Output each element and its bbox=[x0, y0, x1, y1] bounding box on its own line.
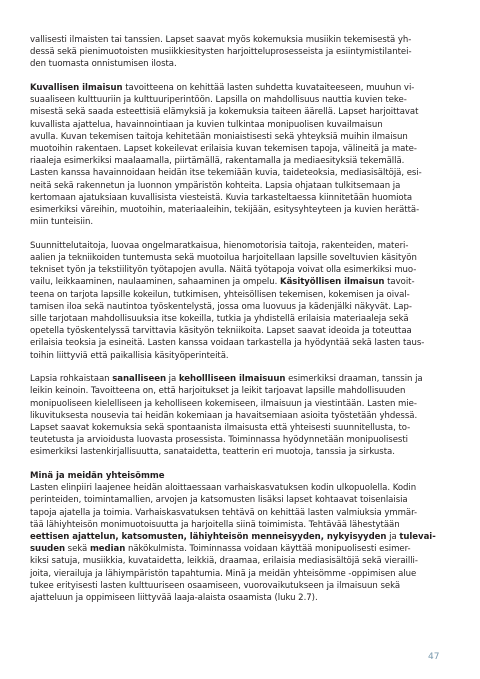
text-run: Lapsia rohkaistaan bbox=[30, 374, 113, 385]
text-line bbox=[30, 494, 450, 506]
text-run: tamisen iloa sekä nautintoa työskentelystä, jossa oma luovuus ja kädenjälki näkyvät. Lap- bbox=[30, 301, 412, 312]
text-line bbox=[30, 240, 450, 252]
text-line bbox=[30, 106, 450, 118]
text-run: tavoit- bbox=[384, 277, 415, 288]
text-line bbox=[30, 180, 450, 192]
text-run: joita, vierailuja ja lähiympäristön tapahtumia. Minä ja meidän yhteisömme -oppimisen alue bbox=[30, 568, 417, 579]
text-run: Lapset saavat kokemuksia sekä spontaanista ilmaisusta että yhteisesti suunnitellusta, to- bbox=[30, 422, 411, 433]
text-run: erilaisia teoksia ja esineitä. Lasten kanssa voidaan tarkastella ja hyödyntää sekä lasten taus- bbox=[30, 338, 425, 349]
text-run: Lasten elinpiiri laajenee heidän aloittaessaan varhaiskasvatuksen kodin ulkopuolella. Kodin bbox=[30, 483, 417, 494]
text-line bbox=[30, 94, 450, 106]
bold-term: eettisen ajattelun, katsomusten, lähiyhteisön menneisyyden, nykyisyyden bbox=[30, 531, 387, 542]
text-line bbox=[30, 507, 450, 519]
section-heading bbox=[30, 470, 450, 482]
text-run: ja bbox=[386, 531, 400, 542]
text-run: sille tarjotaan mahdollisuuksia itse kokeilla, tutkia ja yhdistellä erilaisia materiaaleja sekä bbox=[30, 313, 409, 324]
text-run: tekniset työn ja tekstiilityön työtapojen avulla. Näitä työtapoja voivat olla esimerkiksi muo- bbox=[30, 265, 417, 276]
text-run: opetella työskentelyssä tarvittavia käsityön tekniikoita. Lapset saavat ideoida ja toteuttaa bbox=[30, 326, 412, 337]
text-line bbox=[30, 385, 450, 397]
text-line bbox=[30, 337, 450, 349]
text-line bbox=[30, 531, 450, 543]
bold-term: kehollliseen ilmaisuun bbox=[178, 374, 286, 385]
text-run: suaaliseen kulttuuriin ja kulttuuriperintöön. Lapsilla on mahdollisuus nauttia kuvien teke- bbox=[30, 95, 407, 106]
text-run: kertomaan ajatuksiaan kuvallisista viesteistä. Kuvia tarkasteltaessa kiinnitetään huomiota bbox=[30, 192, 413, 203]
text-line bbox=[30, 580, 450, 592]
text-line bbox=[30, 422, 450, 434]
text-line bbox=[30, 434, 450, 446]
text-run: misestä sekä saada esteettisiä elämyksiä ja kokemuksia taiteen äärellä. Lapset harjoittavat bbox=[30, 107, 419, 118]
text-line bbox=[30, 264, 450, 276]
text-run: muotoihin rakentaen. Lapset kokeilevat erilaisia kuvan tekemisen tapoja, välineitä ja mate- bbox=[30, 144, 417, 154]
paragraph-gap bbox=[30, 362, 450, 374]
text-run: aalien ja tekniikoiden tuntemusta sekä muotoilua harjoitellaan lapsille soveltuvien käsityön bbox=[30, 253, 417, 263]
text-line bbox=[30, 289, 450, 301]
text-run: sekä bbox=[65, 544, 90, 555]
text-line bbox=[30, 119, 450, 131]
text-line bbox=[30, 46, 450, 58]
text-line bbox=[30, 192, 450, 204]
text-line bbox=[30, 58, 450, 70]
text-run: vailu, leikkaaminen, naulaaminen, sahaaminen ja ompelu. bbox=[30, 277, 280, 288]
text-run: vallisesti ilmaisten tai tanssien. Lapset saavat myös kokemuksia musiikin tekemisestä yh- bbox=[30, 35, 412, 45]
text-line bbox=[30, 155, 450, 167]
text-line bbox=[30, 301, 450, 313]
bold-term: Minä ja meidän yhteisömme bbox=[30, 471, 165, 481]
text-run: tukee erityisesti lasten kulttuuriseen osaamiseen, vuorovaikutukseen ja ilmaisuun sekä bbox=[30, 580, 401, 591]
text-run: ajatteluun ja oppimiseen liittyvää laaja-alaista osaamista (luku 2.7). bbox=[30, 592, 318, 603]
text-run: toihin liittyviä että paikallisia käsityöperinteitä. bbox=[30, 350, 229, 361]
text-run: leikin keinoin. Tavoitteena on, että harjoitukset ja leikit tarjoavat lapsille mahdollisuuden bbox=[30, 386, 406, 397]
text-line bbox=[30, 519, 450, 531]
text-line bbox=[30, 482, 450, 494]
text-line bbox=[30, 204, 450, 216]
text-line bbox=[30, 568, 450, 580]
text-line bbox=[30, 276, 450, 288]
text-line bbox=[30, 82, 450, 94]
text-run: likuvituksesta nousevia tai heidän kokemiaan ja havaitsemiaan asioita työstetään yhdessä. bbox=[30, 410, 418, 421]
text-line bbox=[30, 143, 450, 155]
text-line bbox=[30, 446, 450, 458]
text-line bbox=[30, 373, 450, 385]
text-run: neitä sekä rakennetun ja luonnon ympäristön kohteita. Lapsia ohjataan tulkitsemaan ja bbox=[30, 180, 401, 191]
paragraph-gap bbox=[30, 459, 450, 471]
text-run: esimerkiksi väreihin, muotoihin, materiaaleihin, tekijään, esitysyhteyteen ja kuvien herättä- bbox=[30, 204, 420, 215]
text-line bbox=[30, 543, 450, 555]
text-line bbox=[30, 325, 450, 337]
text-line bbox=[30, 34, 450, 46]
bold-term: Kuvallisen ilmaisun bbox=[30, 83, 123, 94]
text-run: näkökulmista. Toiminnassa voidaan käyttää monipuolisesti esimer- bbox=[125, 544, 411, 555]
paragraph-gap bbox=[30, 228, 450, 240]
text-line bbox=[30, 216, 450, 228]
text-run: riaaleja esimerkiksi maalaamalla, piirtämällä, rakentamalla ja mediaesityksiä tekemällä. bbox=[30, 156, 405, 167]
text-run: teutetusta ja arvioidusta luovasta prosessista. Toiminnassa hyödynnetään monipuolisesti bbox=[30, 435, 408, 446]
page-number: 47 bbox=[428, 652, 440, 662]
body-text bbox=[30, 34, 450, 604]
text-line bbox=[30, 592, 450, 604]
text-run: den tuomasta onnistumisen ilosta. bbox=[30, 59, 177, 70]
text-run: monipuoliseen kielelliseen ja keholliseen kokemiseen, ilmaisuun ja viestintään. Lasten mie- bbox=[30, 398, 417, 409]
text-run: esimerkiksi draaman, tanssin ja bbox=[285, 374, 423, 385]
bold-term: Käsityöllisen ilmaisun bbox=[280, 277, 385, 288]
text-run: esimerkiksi lastenkirjallisuutta, sanataidetta, teatterin eri muotoja, tanssia ja sirkusta. bbox=[30, 447, 395, 458]
text-line bbox=[30, 313, 450, 325]
bold-term: median bbox=[89, 544, 126, 555]
bold-term: sanalliseen bbox=[112, 374, 166, 385]
text-run: tapoja ajatella ja toimia. Varhaiskasvatuksen tehtävä on kehittää lasten valmiuksia ymmär- bbox=[30, 507, 418, 518]
text-line bbox=[30, 252, 450, 264]
text-run: kiksi satuja, musiikkia, kuvataidetta, leikkiä, draamaa, erilaisia mediasisältöjä sekä vierailli- bbox=[30, 556, 418, 567]
text-run: ja bbox=[166, 374, 179, 385]
text-run: kuvallista ajattelua, havainnointiaan ja kuvien tulkintaa monipuolisen kuvailmaisun bbox=[30, 119, 383, 130]
bold-term: suuden bbox=[30, 544, 65, 555]
text-line bbox=[30, 167, 450, 179]
text-run: tavoitteena on kehittää lasten suhdetta kuvataiteeseen, muuhun vi- bbox=[122, 83, 415, 94]
text-run: Suunnittelutaitoja, luovaa ongelmaratkaisua, hienomotorisia taitoja, rakenteiden, materi- bbox=[30, 240, 409, 251]
text-run: avulla. Kuvan tekemisen taitoja kehitetään moniaistisesti sekä yhteyksiä muihin ilmaisun bbox=[30, 131, 408, 142]
bold-term: tulevai- bbox=[399, 531, 436, 542]
text-run: Lasten kanssa havainnoidaan heidän itse tekemiään kuvia, taideteoksia, mediasisältöjä, esi- bbox=[30, 168, 422, 179]
text-line bbox=[30, 131, 450, 143]
text-line bbox=[30, 410, 450, 422]
text-run: miin tunteisiin. bbox=[30, 217, 94, 228]
text-run: dessä sekä pienimuotoisten musiikkiesitysten harjoitteluprosesseista ja esiintymistilantei- bbox=[30, 47, 412, 58]
text-run: perinteiden, toimintamallien, arvojen ja katsomusten lisäksi lapset kohtaavat toisenlaisia bbox=[30, 495, 408, 506]
text-run: tää lähiyhteisön monimuotoisuutta ja harjoitella siinä toimimista. Tehtävää lähestytään bbox=[30, 519, 400, 530]
paragraph-gap bbox=[30, 71, 450, 83]
text-line bbox=[30, 398, 450, 410]
text-line bbox=[30, 350, 450, 362]
text-run: teena on tarjota lapsille kokeilun, tutkimisen, yhteisöllisen tekemisen, kokemisen ja oival- bbox=[30, 289, 410, 300]
text-line bbox=[30, 555, 450, 567]
